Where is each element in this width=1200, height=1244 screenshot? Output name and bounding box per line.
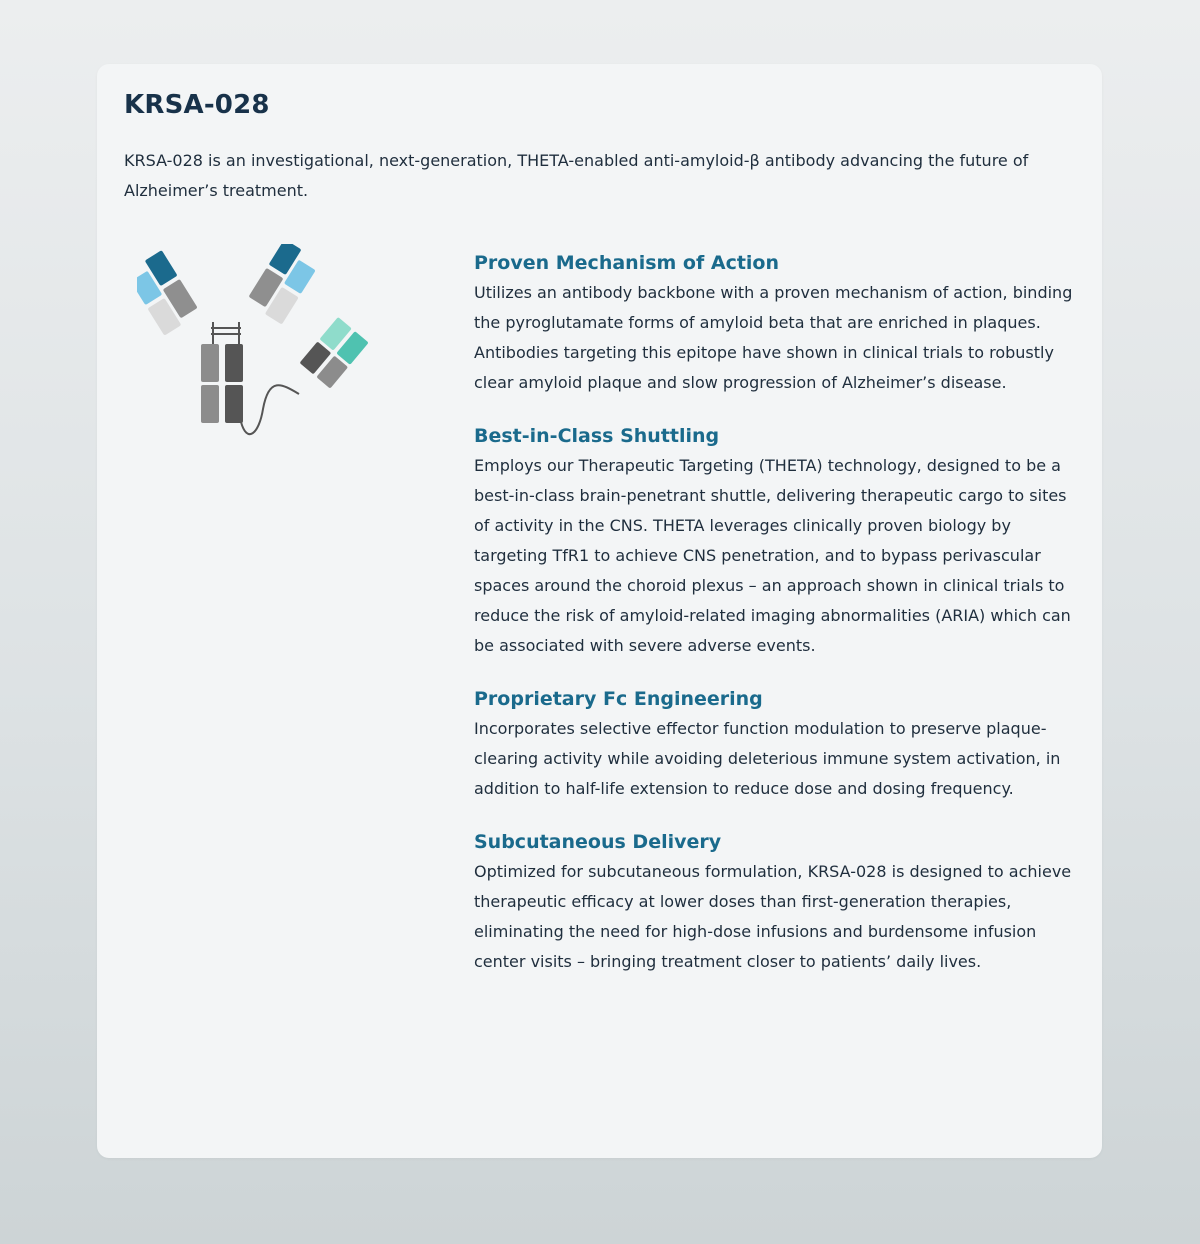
feature-title: Proprietary Fc Engineering [474,688,763,710]
feature-description: Incorporates selective effector function modulation to preserve plaque-clearing activity while avoiding deleterious immune system activation, in addition to half-life extension to reduce dose and dosing frequency. [474,719,1061,798]
feature-subcutaneous [474,828,1084,977]
feature-description: Optimized for subcutaneous formulation, KRSA-028 is designed to achieve therapeutic efficacy at lower doses than first-generation therapies, eliminating the need for high-dose infusions and burdensome infusion center visits – bringing treatment closer to patients’ daily lives. [474,862,1072,971]
feature-description: Employs our Therapeutic Targeting (THETA) technology, designed to be a best-in-class brain-penetrant shuttle, delivering therapeutic cargo to sites of activity in the CNS. THETA leverages clinically proven biology by targeting TfR1 to achieve CNS penetration, and to bypass perivascular spaces around the choroid plexus – an approach shown in clinical trials to reduce the risk of amyloid-related imaging abnormalities (ARIA) which can be associated with severe adverse events. [474,456,1071,655]
antibody-icon [137,244,377,444]
feature-title: Subcutaneous Delivery [474,831,722,853]
feature-list [474,249,1084,1001]
feature-fc-engineering [474,685,1084,804]
product-card [97,64,1102,1158]
feature-description: Utilizes an antibody backbone with a proven mechanism of action, binding the pyroglutamate forms of amyloid beta that are enriched in plaques. Antibodies targeting this epitope have shown in clinical trials to robustly clear amyloid plaque and slow progression of Alzheimer’s disease. [474,283,1073,392]
feature-title: Proven Mechanism of Action [474,252,780,274]
feature-title: Best-in-Class Shuttling [474,425,720,447]
feature-mechanism [474,249,1084,398]
page-title: KRSA-028 [124,90,270,120]
antibody-illustration [137,244,377,444]
feature-shuttling [474,422,1084,661]
intro-text: KRSA-028 is an investigational, next-generation, THETA-enabled anti-amyloid-β antibody advancing the future of Alzheimer’s treatment. [124,151,1029,200]
